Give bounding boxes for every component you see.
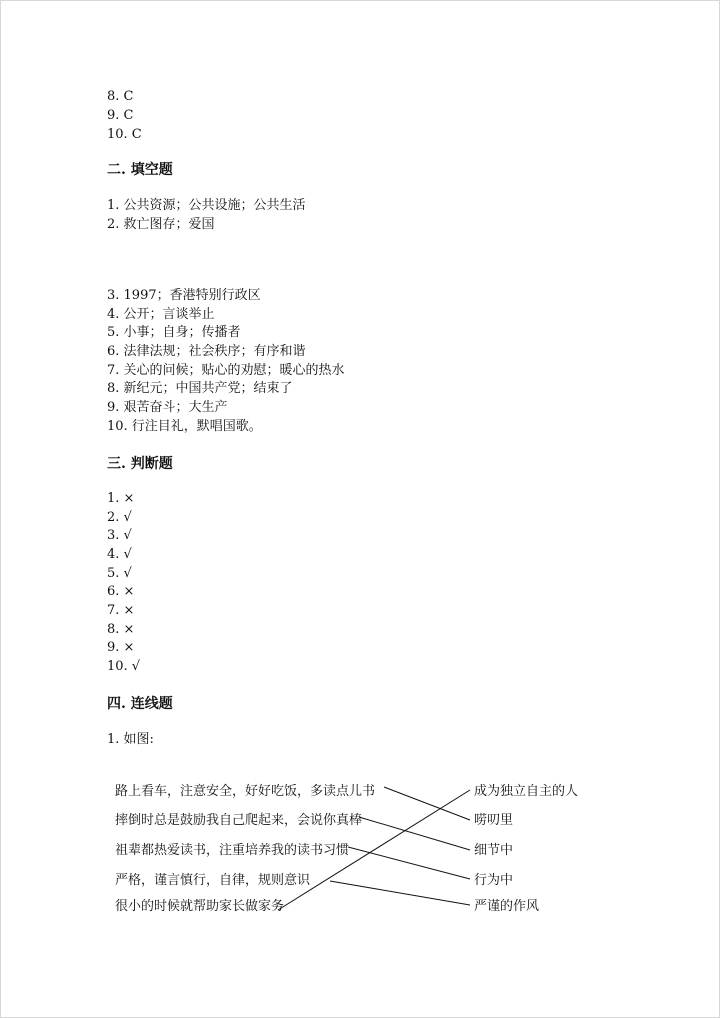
- fill-answer-4: 4. 公开；言谈举止: [107, 307, 215, 322]
- match-left-3: 祖辈都热爱读书，注重培养我的读书习惯: [115, 843, 350, 858]
- match-section-heading: 四. 连线题: [107, 696, 173, 712]
- fill-answer-7: 7. 关心的问候；贴心的劝慰；暖心的热水: [107, 363, 345, 378]
- match-intro: 1. 如图:: [107, 732, 154, 747]
- judge-answer-10: 10. √: [107, 659, 141, 674]
- match-right-2: 唠叨里: [474, 813, 514, 828]
- match-right-3: 细节中: [474, 843, 514, 858]
- match-left-4: 严格，谨言慎行，自律，规则意识: [115, 873, 311, 888]
- match-right-4: 行为中: [474, 873, 514, 888]
- choice-answer-10: 10. C: [107, 127, 142, 142]
- judge-answer-1: 1. ×: [107, 491, 135, 506]
- fill-answer-5: 5. 小事；自身；传播者: [107, 325, 241, 340]
- choice-answer-8: 8. C: [107, 89, 134, 104]
- match-left-5: 很小的时候就帮助家长做家务: [115, 899, 285, 914]
- judge-answer-3: 3. √: [107, 528, 132, 543]
- fill-answer-6: 6. 法律法规；社会秩序；有序和谐: [107, 344, 306, 359]
- judge-answer-9: 9. ×: [107, 640, 135, 655]
- judge-section-heading: 三. 判断题: [107, 456, 173, 472]
- judge-answer-5: 5. √: [107, 566, 132, 581]
- fill-answer-10: 10. 行注目礼，默唱国歌。: [107, 419, 262, 434]
- judge-answer-6: 6. ×: [107, 584, 135, 599]
- fill-section-heading: 二. 填空题: [107, 162, 173, 178]
- judge-answer-4: 4. √: [107, 547, 132, 562]
- fill-answer-1: 1. 公共资源；公共设施；公共生活: [107, 198, 306, 213]
- match-right-1: 成为独立自主的人: [474, 784, 579, 799]
- match-left-2: 摔倒时总是鼓励我自己爬起来，会说你真棒: [115, 813, 363, 828]
- choice-answer-9: 9. C: [107, 108, 134, 123]
- fill-answer-2: 2. 救亡图存；爱国: [107, 217, 215, 232]
- judge-answer-7: 7. ×: [107, 603, 135, 618]
- judge-answer-8: 8. ×: [107, 622, 135, 637]
- judge-answer-2: 2. √: [107, 510, 132, 525]
- fill-answer-3: 3. 1997；香港特别行政区: [107, 288, 261, 303]
- fill-answer-9: 9. 艰苦奋斗；大生产: [107, 400, 228, 415]
- fill-answer-8: 8. 新纪元；中国共产党；结束了: [107, 381, 293, 396]
- match-left-1: 路上看车，注意安全，好好吃饭，多读点儿书: [115, 784, 376, 799]
- match-right-5: 严谨的作风: [474, 899, 540, 914]
